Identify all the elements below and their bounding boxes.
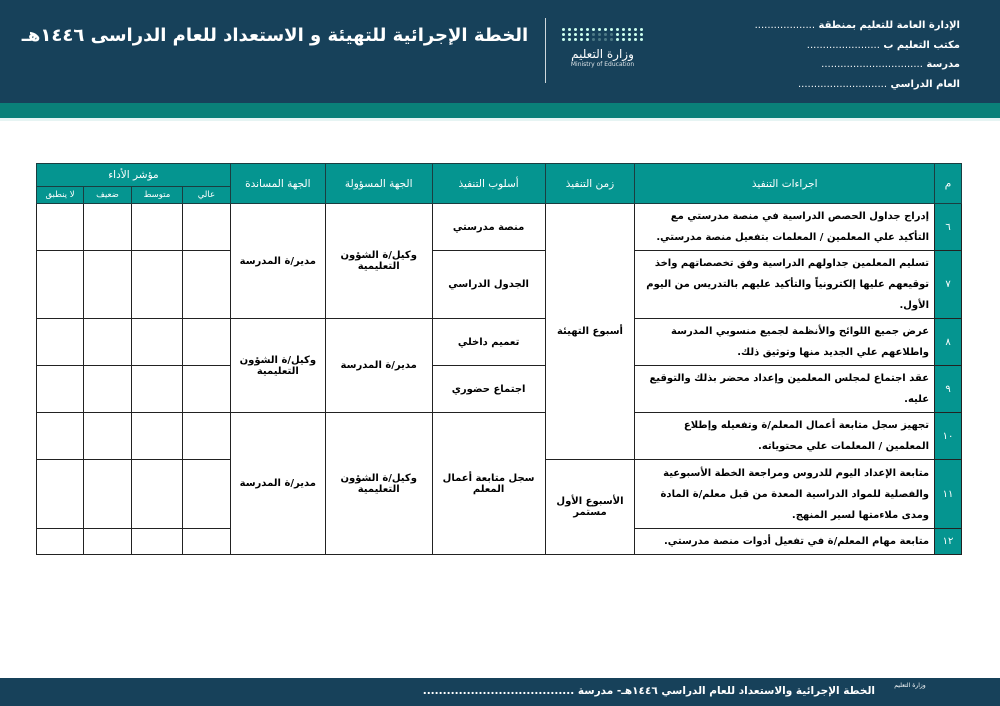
logo-dots-icon xyxy=(560,28,645,41)
time-cell: أسبوع التهيئة xyxy=(545,204,635,460)
rating-high[interactable] xyxy=(182,204,230,251)
row-number: ١٢ xyxy=(935,529,962,555)
ministry-logo xyxy=(560,28,645,68)
info-label: الإدارة العامة للتعليم بمنطقة xyxy=(818,20,960,31)
logo-dot xyxy=(628,28,631,31)
rating-weak[interactable] xyxy=(84,460,132,529)
logo-dot xyxy=(604,28,607,31)
rating-na[interactable] xyxy=(37,460,84,529)
logo-dot xyxy=(586,38,589,41)
logo-dot xyxy=(574,38,577,41)
info-label: العام الدراسي xyxy=(890,78,960,90)
method-cell: تعميم داخلي xyxy=(432,319,545,366)
rating-medium[interactable] xyxy=(131,529,182,555)
logo-dot xyxy=(622,38,625,41)
logo-dot xyxy=(598,28,601,31)
logo-dot xyxy=(568,28,571,31)
rating-medium[interactable] xyxy=(131,413,182,460)
logo-english: Ministry of Education xyxy=(570,61,635,68)
logo-dot xyxy=(562,38,565,41)
logo-dot xyxy=(568,33,571,36)
info-label: مكتب التعليم ب xyxy=(883,39,960,51)
info-blank: ................................ xyxy=(821,59,923,70)
logo-dot xyxy=(634,38,637,41)
rating-medium[interactable] xyxy=(131,204,182,251)
method-cell: منصة مدرستي xyxy=(432,204,545,251)
table-row xyxy=(37,319,962,366)
logo-dot xyxy=(628,38,631,41)
rating-medium[interactable] xyxy=(131,460,182,529)
col-supporting: الجهة المساندة xyxy=(230,164,325,204)
footer-logo xyxy=(890,682,930,689)
rating-medium[interactable] xyxy=(131,251,182,319)
logo-dot xyxy=(592,33,595,36)
logo-dot xyxy=(616,38,619,41)
supporting-cell: وكيل/ة الشؤون التعليمية xyxy=(230,319,325,413)
rating-weak[interactable] xyxy=(84,366,132,413)
responsible-cell: مدير/ة المدرسة xyxy=(325,319,432,413)
row-number: ٨ xyxy=(935,319,962,366)
logo-dot xyxy=(616,33,619,36)
procedure-cell: متابعة مهام المعلم/ة في تفعيل أدوات منصة مدرستي. xyxy=(635,529,935,555)
logo-dot xyxy=(586,28,589,31)
logo-dot xyxy=(592,28,595,31)
supporting-cell: مدير/ة المدرسة xyxy=(230,204,325,319)
logo-dot xyxy=(574,28,577,31)
col-medium: متوسط xyxy=(131,187,182,204)
rating-na[interactable] xyxy=(37,413,84,460)
rating-weak[interactable] xyxy=(84,529,132,555)
row-number: ٩ xyxy=(935,366,962,413)
logo-dot xyxy=(610,33,613,36)
col-responsible: الجهة المسؤولة xyxy=(325,164,432,204)
method-cell: اجتماع حضوري xyxy=(432,366,545,413)
col-high: عالي xyxy=(182,187,230,204)
info-blank: ....................... xyxy=(806,39,880,51)
info-line xyxy=(755,16,960,36)
logo-dot xyxy=(586,33,589,36)
logo-arabic: وزارة التعليم xyxy=(571,47,634,61)
rating-na[interactable] xyxy=(37,366,84,413)
logo-dot xyxy=(568,38,571,41)
rating-weak[interactable] xyxy=(84,204,132,251)
logo-dot xyxy=(580,38,583,41)
rating-high[interactable] xyxy=(182,529,230,555)
school-info xyxy=(755,16,960,94)
rating-high[interactable] xyxy=(182,251,230,319)
logo-dot xyxy=(574,33,577,36)
logo-dot xyxy=(610,28,613,31)
teal-strip xyxy=(0,103,1000,118)
logo-dot xyxy=(562,28,565,31)
table-row xyxy=(37,204,962,251)
procedure-cell: متابعة الإعداد اليوم للدروس ومراجعة الخطة الأسبوعية والفصلية للمواد الدراسية المعدة من قبل معلم/ة المادة ومدى ملاءمتها لسير المنهج. xyxy=(635,460,935,529)
col-time: زمن التنفيذ xyxy=(545,164,635,204)
col-weak: ضعيف xyxy=(84,187,132,204)
rating-weak[interactable] xyxy=(84,319,132,366)
rating-high[interactable] xyxy=(182,460,230,529)
method-cell: الجدول الدراسي xyxy=(432,251,545,319)
divider xyxy=(545,18,546,83)
procedure-cell: تسليم المعلمين جداولهم الدراسية وفق تخصصاتهم واخذ توقيعهم عليها إلكترونياً والتأكيد عليهم بالتدريس من اليوم الأول. xyxy=(635,251,935,319)
procedure-cell: تجهيز سجل متابعة أعمال المعلم/ة وتفعيله وإطلاع المعلمين / المعلمات علي محتوياته. xyxy=(635,413,935,460)
logo-dot xyxy=(616,28,619,31)
procedure-cell: عرض جميع اللوائح والأنظمة لجميع منسوبي المدرسة واطلاعهم علي الجديد منها وتوثيق ذلك. xyxy=(635,319,935,366)
info-line xyxy=(755,75,960,95)
rating-weak[interactable] xyxy=(84,413,132,460)
logo-dot xyxy=(562,33,565,36)
logo-dot xyxy=(628,33,631,36)
responsible-cell: وكيل/ة الشؤون التعليمية xyxy=(325,204,432,319)
rating-medium[interactable] xyxy=(131,319,182,366)
row-number: ١٠ xyxy=(935,413,962,460)
logo-dot xyxy=(610,38,613,41)
info-blank: ............................ xyxy=(798,78,888,90)
info-label: مدرسة xyxy=(926,59,960,70)
rating-na[interactable] xyxy=(37,529,84,555)
info-blank: ................... xyxy=(754,20,816,31)
logo-dot xyxy=(634,28,637,31)
responsible-cell: وكيل/ة الشؤون التعليمية xyxy=(325,413,432,555)
footer-bar xyxy=(0,678,1000,706)
logo-dot xyxy=(580,28,583,31)
rating-na[interactable] xyxy=(37,319,84,366)
rating-high[interactable] xyxy=(182,319,230,366)
info-line xyxy=(755,55,960,75)
time-cell: الأسبوع الأول مستمر xyxy=(545,460,635,555)
rating-na[interactable] xyxy=(37,251,84,319)
logo-dot xyxy=(640,38,643,41)
row-number: ٦ xyxy=(935,204,962,251)
info-line xyxy=(755,36,960,56)
logo-dot xyxy=(598,38,601,41)
light-strip xyxy=(0,118,1000,121)
col-indicator: مؤشر الأداء xyxy=(37,164,231,187)
col-method: أسلوب التنفيذ xyxy=(432,164,545,204)
col-procedures: اجراءات التنفيذ xyxy=(635,164,935,204)
procedure-cell: إدراج جداول الحصص الدراسية في منصة مدرستي مع التأكيد علي المعلمين / المعلمات بتفعيل منصة مدرستي. xyxy=(635,204,935,251)
logo-dot xyxy=(640,33,643,36)
logo-dot xyxy=(592,38,595,41)
rating-high[interactable] xyxy=(182,366,230,413)
footer-logo-text: وزارة التعليم xyxy=(894,682,926,689)
rating-na[interactable] xyxy=(37,204,84,251)
row-number: ٧ xyxy=(935,251,962,319)
plan-table xyxy=(36,163,962,555)
header-banner xyxy=(0,0,1000,103)
procedure-cell: عقد اجتماع لمجلس المعلمين وإعداد محضر بذلك والتوقيع عليه. xyxy=(635,366,935,413)
logo-dot xyxy=(622,28,625,31)
method-cell: سجل متابعة أعمال المعلم xyxy=(432,413,545,555)
rating-weak[interactable] xyxy=(84,251,132,319)
page-title: الخطة الإجرائية للتهيئة و الاستعداد للعام الدراسى ١٤٤٦هـ xyxy=(21,25,529,46)
rating-medium[interactable] xyxy=(131,366,182,413)
logo-dot xyxy=(634,33,637,36)
table-row xyxy=(37,366,962,413)
table-row xyxy=(37,413,962,460)
logo-dot xyxy=(640,28,643,31)
footer-text: الخطة الإجرائية والاستعداد للعام الدراسي ١٤٤٦هـ- مدرسة ...................................... xyxy=(422,685,875,697)
row-number: ١١ xyxy=(935,460,962,529)
rating-high[interactable] xyxy=(182,413,230,460)
logo-dot xyxy=(604,33,607,36)
supporting-cell: مدير/ة المدرسة xyxy=(230,413,325,555)
logo-dot xyxy=(622,33,625,36)
col-num: م xyxy=(935,164,962,204)
col-na: لا ينطبق xyxy=(37,187,84,204)
logo-dot xyxy=(604,38,607,41)
logo-dot xyxy=(580,33,583,36)
logo-dot xyxy=(598,33,601,36)
table-row xyxy=(37,251,962,319)
